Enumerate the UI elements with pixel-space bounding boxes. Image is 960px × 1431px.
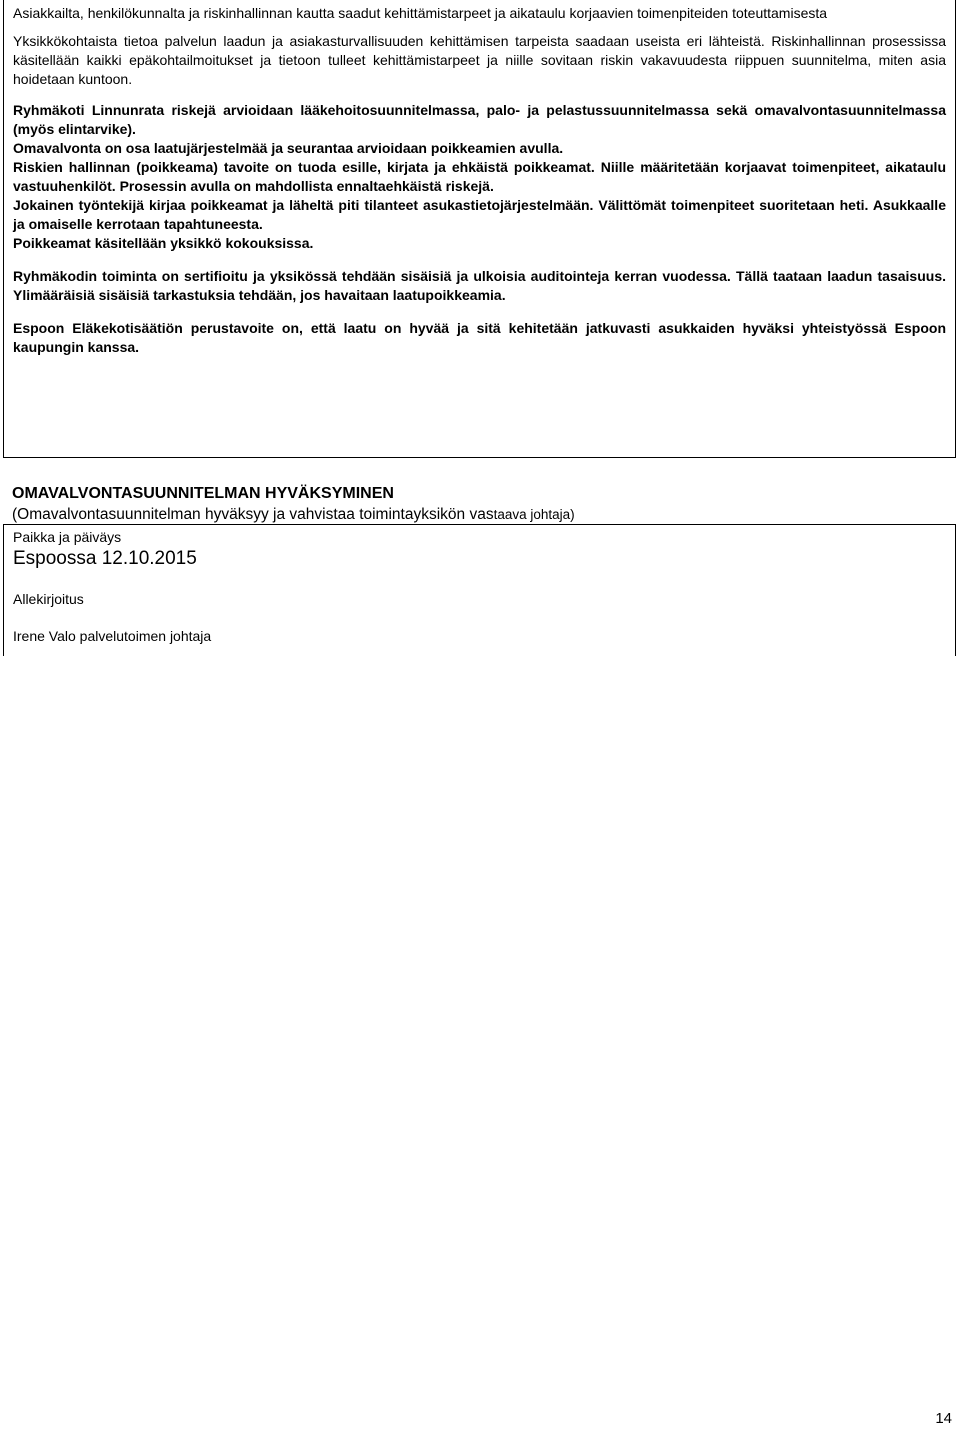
paragraph-information-sources: Yksikkökohtaista tietoa palvelun laadun ja asiakasturvallisuuden kehittämisen tarpeista saadaan useista eri lähteistä. Riskinhallinnan prosessissa käsitellään kaikki epäkohtailmoitukset ja tietoon tulleet kehittämistarpeet ja niille sovitaan riskin vakavuudesta riippuen suunnitelma, miten asia hoidetaan kuntoon. xyxy=(13,33,946,87)
paragraph-risk-management-goal: Riskien hallinnan (poikkeama) tavoite on tuoda esille, kirjata ja ehkäistä poikkeamat. Niille määritetään korjaavat toimenpiteet, aikataulu vastuuhenkilöt. Prosessin avulla on mahdollista ennaltaehkäistä riskejä. xyxy=(13,159,946,194)
content-box xyxy=(3,0,956,458)
approval-subtitle xyxy=(12,504,957,526)
approval-title: OMAVALVONTASUUNNITELMAN HYVÄKSYMINEN xyxy=(12,485,394,502)
paragraph-certification: Ryhmäkodin toiminta on sertifioitu ja yksikössä tehdään sisäisiä ja ulkoisia auditointeja kerran vuodessa. Tällä taataan laadun tasaisuus. Ylimääräisiä sisäisiä tarkastuksia tehdään, jos havaitaan laatupoikkeamia. xyxy=(13,268,946,303)
approval-subtitle-small: taava johtaja) xyxy=(493,507,575,522)
signature-label: Allekirjoitus xyxy=(13,591,84,607)
paragraph-deviation-recording: Jokainen työntekijä kirjaa poikkeamat ja läheltä piti tilanteet asukastietojärjestelmään. Välittömät toimenpiteet suoritetaan heti. Asukkaalle ja omaiselle kerrotaan tapahtuneesta. xyxy=(13,197,946,232)
paragraph-foundation-goal: Espoon Eläkekotisäätiön perustavoite on, että laatu on hyvää ja sitä kehitetään jatkuvasti asukkaiden hyväksi yhteistyössä Espoon kaupungin kanssa. xyxy=(13,320,946,355)
approval-subtitle-main: (Omavalvontasuunnitelman hyväksyy ja vahvistaa toimintayksikön vas xyxy=(12,506,494,523)
place-date-value: Espoossa 12.10.2015 xyxy=(13,548,197,569)
page-number: 14 xyxy=(935,1410,952,1427)
paragraph-development-needs: Asiakkailta, henkilökunnalta ja riskinhallinnan kautta saadut kehittämistarpeet ja aikataulu korjaavien toimenpiteiden toteuttamisesta xyxy=(13,5,828,21)
signature-table xyxy=(3,524,956,656)
paragraph-risk-assessment: Ryhmäkoti Linnunrata riskejä arvioidaan lääkehoitosuunnitelmassa, palo- ja pelastussuunnitelmassa sekä omavalvontasuunnitelmassa (myös elintarvike). xyxy=(13,102,946,137)
signer-name: Irene Valo palvelutoimen johtaja xyxy=(13,628,212,644)
place-date-label: Paikka ja päiväys xyxy=(13,529,122,545)
approval-section xyxy=(12,484,957,526)
paragraph-deviation-meetings: Poikkeamat käsitellään yksikkö kokouksissa. xyxy=(13,235,314,251)
paragraph-self-monitoring: Omavalvonta on osa laatujärjestelmää ja seurantaa arvioidaan poikkeamien avulla. xyxy=(13,140,564,156)
